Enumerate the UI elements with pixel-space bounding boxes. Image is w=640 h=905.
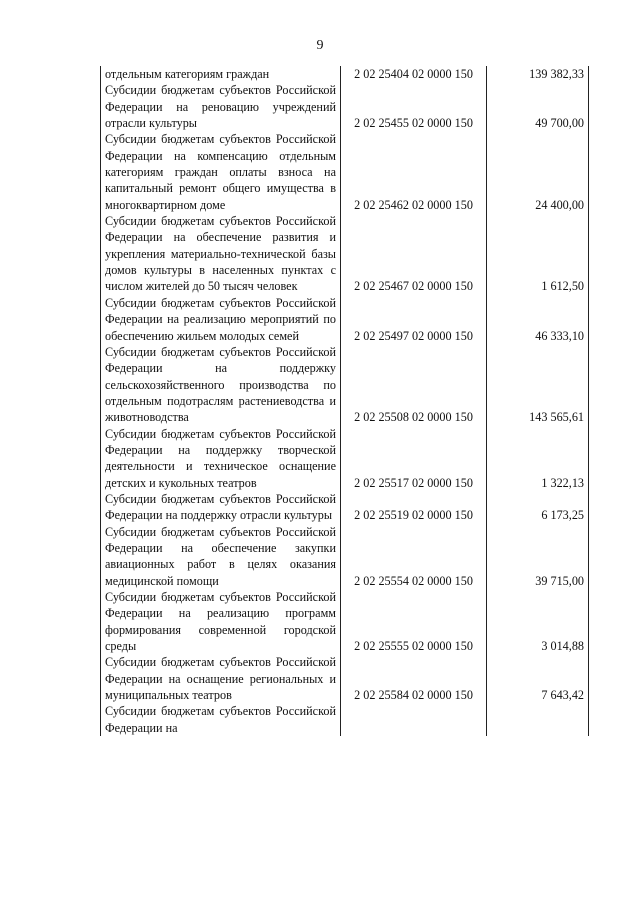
row-amount: 46 333,10 — [487, 295, 589, 344]
row-code: 2 02 25554 02 0000 150 — [341, 524, 487, 589]
table-row — [101, 213, 589, 295]
row-code: 2 02 25508 02 0000 150 — [341, 344, 487, 426]
row-code: 2 02 25497 02 0000 150 — [341, 295, 487, 344]
row-description: Субсидии бюджетам субъектов Российской Федерации на реализацию программ формирования современной городской среды — [101, 589, 341, 654]
table-row — [101, 66, 589, 82]
row-amount: 3 014,88 — [487, 589, 589, 654]
row-description: Субсидии бюджетам субъектов Российской Федерации на обеспечение закупки авиационных работ в целях оказания медицинской помощи — [101, 524, 341, 589]
row-amount: 6 173,25 — [487, 491, 589, 524]
row-amount: 143 565,61 — [487, 344, 589, 426]
row-description: отдельным категориям граждан — [101, 66, 341, 82]
row-description: Субсидии бюджетам субъектов Российской Федерации на поддержку сельскохозяйственного производства по отдельным подотраслям растениеводства и животноводства — [101, 344, 341, 426]
row-code: 2 02 25519 02 0000 150 — [341, 491, 487, 524]
row-description: Субсидии бюджетам субъектов Российской Федерации на обеспечение развития и укрепления материально-технической базы домов культуры в населенных пунктах с числом жителей до 50 тысяч человек — [101, 213, 341, 295]
table-row — [101, 426, 589, 491]
row-description: Субсидии бюджетам субъектов Российской Федерации на — [101, 703, 341, 736]
row-amount: 7 643,42 — [487, 654, 589, 703]
table-row — [101, 654, 589, 703]
budget-table — [100, 66, 589, 736]
row-code: 2 02 25517 02 0000 150 — [341, 426, 487, 491]
table-row — [101, 344, 589, 426]
row-description: Субсидии бюджетам субъектов Российской Федерации на поддержку отрасли культуры — [101, 491, 341, 524]
row-description: Субсидии бюджетам субъектов Российской Федерации на реновацию учреждений отрасли культуры — [101, 82, 341, 131]
row-description: Субсидии бюджетам субъектов Российской Федерации на оснащение региональных и муниципальных театров — [101, 654, 341, 703]
row-code: 2 02 25584 02 0000 150 — [341, 654, 487, 703]
row-code: 2 02 25404 02 0000 150 — [341, 66, 487, 82]
row-description: Субсидии бюджетам субъектов Российской Федерации на компенсацию отдельным категориям граждан оплаты взноса на капитальный ремонт общего имущества в многоквартирном доме — [101, 131, 341, 213]
row-amount — [487, 703, 589, 736]
row-code: 2 02 25467 02 0000 150 — [341, 213, 487, 295]
table-row — [101, 524, 589, 589]
table-row — [101, 82, 589, 131]
table-row — [101, 491, 589, 524]
row-code — [341, 703, 487, 736]
row-description: Субсидии бюджетам субъектов Российской Федерации на поддержку творческой деятельности и техническое оснащение детских и кукольных театров — [101, 426, 341, 491]
row-code: 2 02 25455 02 0000 150 — [341, 82, 487, 131]
table-row — [101, 131, 589, 213]
row-amount: 1 612,50 — [487, 213, 589, 295]
row-amount: 39 715,00 — [487, 524, 589, 589]
table-row — [101, 703, 589, 736]
row-amount: 139 382,33 — [487, 66, 589, 82]
row-amount: 49 700,00 — [487, 82, 589, 131]
table-row — [101, 295, 589, 344]
table-row — [101, 589, 589, 654]
row-code: 2 02 25555 02 0000 150 — [341, 589, 487, 654]
row-code: 2 02 25462 02 0000 150 — [341, 131, 487, 213]
row-amount: 1 322,13 — [487, 426, 589, 491]
page-number: 9 — [316, 38, 324, 53]
row-amount: 24 400,00 — [487, 131, 589, 213]
row-description: Субсидии бюджетам субъектов Российской Федерации на реализацию мероприятий по обеспечению жильем молодых семей — [101, 295, 341, 344]
